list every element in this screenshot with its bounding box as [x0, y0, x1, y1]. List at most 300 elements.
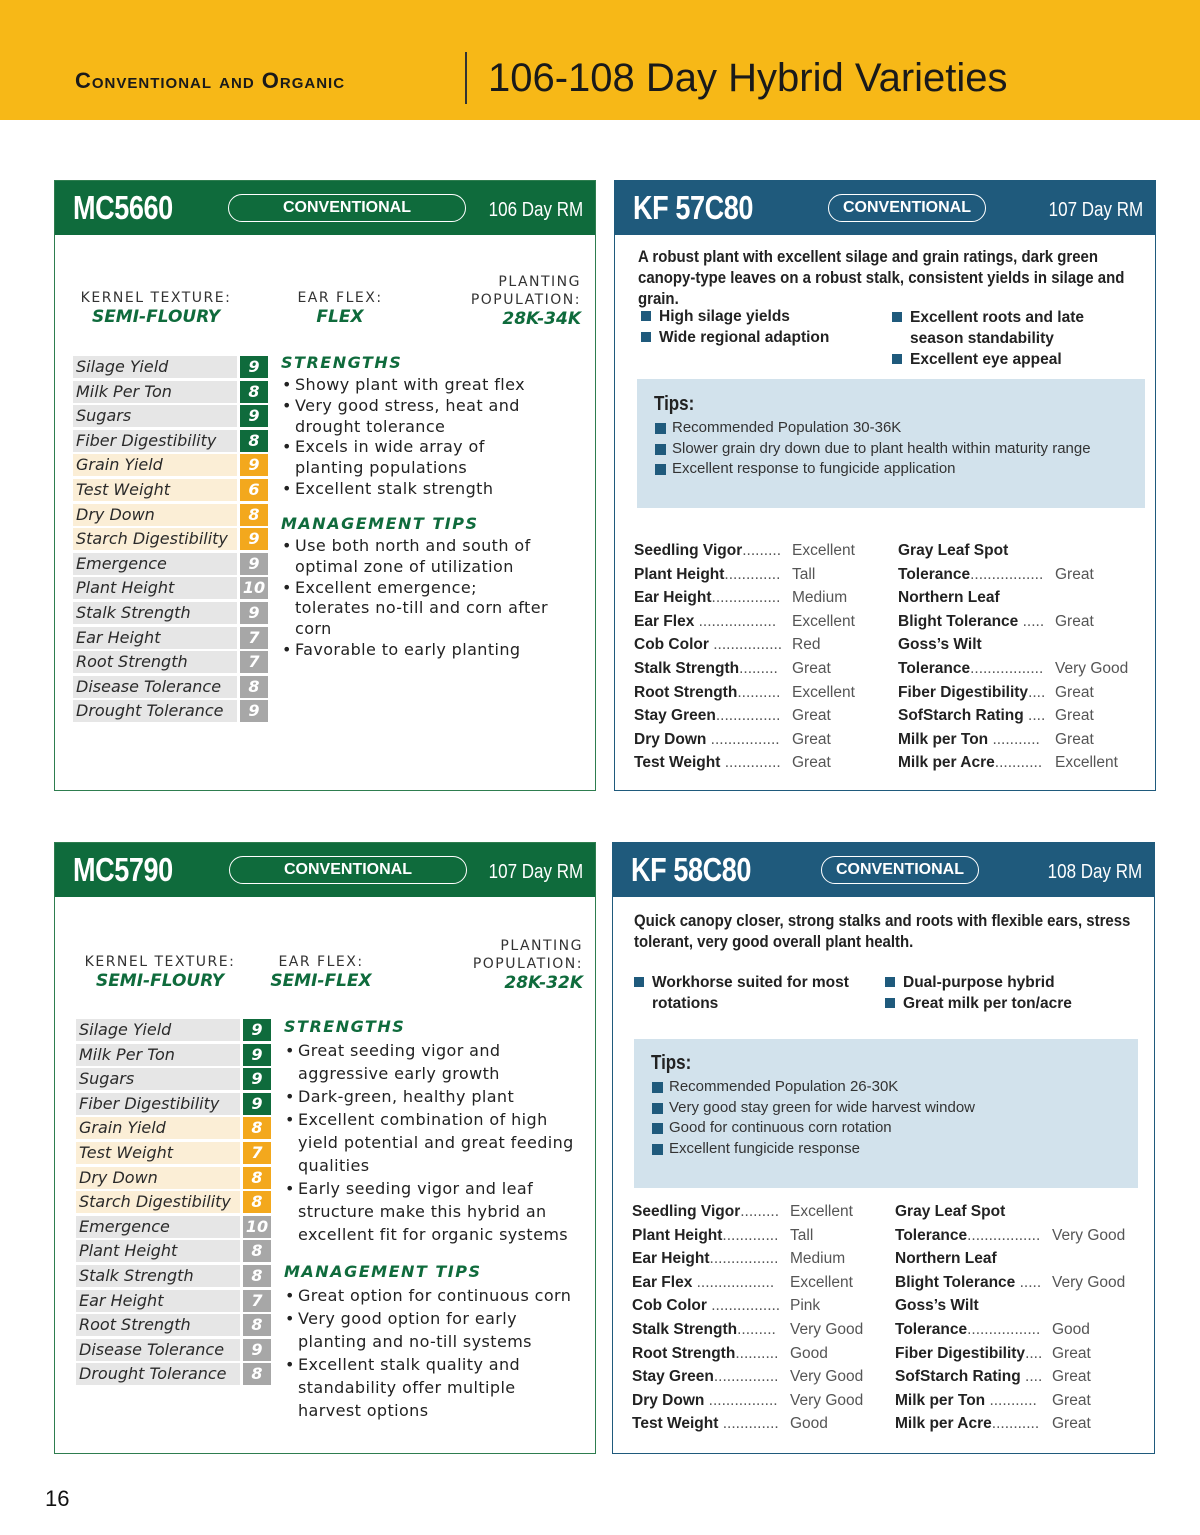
- leader-dots: ..........: [737, 683, 781, 701]
- characteristic-name: Ear Flex: [632, 1273, 693, 1291]
- characteristic-name: Stalk Strength: [632, 1320, 738, 1338]
- characteristic-name: Ear Height: [634, 589, 712, 607]
- management-tips-heading: MANAGEMENT TIPS: [284, 1262, 482, 1281]
- characteristic-name: Stalk Strength: [634, 659, 740, 677]
- rating-label: Plant Height: [76, 1240, 240, 1262]
- leader-dots: ................: [706, 730, 780, 748]
- characteristic-row: [895, 1342, 1145, 1366]
- relative-maturity: 106 Day RM: [488, 199, 583, 221]
- characteristic-row: [634, 539, 864, 563]
- leader-dots: ....: [1023, 707, 1046, 725]
- hybrid-card-kf58c80: [612, 842, 1155, 1454]
- rating-row: [73, 576, 269, 601]
- rating-row: [76, 1067, 272, 1092]
- rating-label: Grain Yield: [76, 1117, 240, 1139]
- rating-label: Test Weight: [76, 1142, 240, 1164]
- type-badge: CONVENTIONAL: [229, 856, 467, 884]
- header-divider: [465, 52, 467, 104]
- rating-score: 9: [240, 602, 268, 624]
- kernel-texture-value: SEMI-FLOURY: [95, 971, 225, 991]
- rating-row: [76, 1043, 272, 1068]
- page-title: 106-108 Day Hybrid Varieties: [488, 56, 1008, 100]
- top-banner: [0, 0, 1200, 120]
- characteristic-value: Red: [792, 636, 821, 654]
- rating-row: [73, 699, 269, 724]
- type-badge: CONVENTIONAL: [828, 194, 986, 222]
- characteristic-row: [632, 1412, 862, 1436]
- hybrid-card-mc5660: [54, 180, 596, 791]
- strengths-heading: STRENGTHS: [281, 353, 403, 372]
- characteristic-name: Goss’s Wilt: [898, 636, 982, 654]
- rating-score: 7: [243, 1142, 271, 1164]
- rating-label: Drought Tolerance: [76, 1363, 240, 1385]
- characteristic-row: [898, 728, 1148, 752]
- characteristic-value: Great: [1055, 707, 1094, 725]
- rating-score: 8: [243, 1265, 271, 1287]
- strengths-list: [284, 1039, 592, 1246]
- rating-label: Disease Tolerance: [73, 676, 237, 698]
- rating-row: [76, 1141, 272, 1166]
- rating-label: Root Strength: [73, 651, 237, 673]
- characteristic-name: Seedling Vigor: [634, 542, 743, 559]
- characteristic-row: [634, 610, 864, 634]
- rating-row: [76, 1092, 272, 1117]
- hybrid-name: KF 58C80: [631, 851, 752, 888]
- characteristic-value: Excellent: [790, 1203, 853, 1220]
- characteristic-name: Tolerance: [895, 1320, 968, 1338]
- management-tip-item: • Great option for continuous corn: [284, 1284, 584, 1307]
- rating-score: 8: [243, 1191, 271, 1213]
- ratings-list: [73, 355, 269, 724]
- feature-bullet: [890, 307, 1084, 349]
- characteristic-name: Root Strength: [632, 1344, 736, 1362]
- management-tip-item: • Favorable to early planting: [281, 640, 549, 661]
- rating-score: 8: [243, 1363, 271, 1385]
- rating-row: [76, 1362, 272, 1387]
- characteristic-name: Milk per Ton: [898, 730, 989, 748]
- leader-dots: .................: [967, 1226, 1041, 1244]
- strengths-heading: STRENGTHS: [284, 1017, 406, 1036]
- leader-dots: ................: [711, 589, 781, 607]
- ear-flex-value: SEMI-FLEX: [270, 971, 372, 991]
- planting-population: [471, 273, 581, 329]
- rating-label: Dry Down: [76, 1167, 240, 1189]
- characteristic-value: Very Good: [1055, 659, 1129, 677]
- characteristic-name: Goss’s Wilt: [895, 1297, 979, 1315]
- characteristic-value: Very Good: [790, 1368, 864, 1386]
- relative-maturity: 108 Day RM: [1047, 861, 1142, 883]
- characteristic-value: Good: [790, 1415, 828, 1433]
- rating-row: [73, 355, 269, 380]
- management-tips-list: [284, 1284, 592, 1422]
- characteristic-row: [634, 633, 864, 657]
- characteristic-value: Great: [792, 659, 831, 677]
- rating-label: Fiber Digestibility: [73, 430, 237, 452]
- ratings-list: [76, 1018, 272, 1387]
- kernel-texture: [79, 953, 241, 991]
- feature-bullet: [883, 972, 1072, 993]
- characteristic-value: Medium: [790, 1250, 846, 1268]
- leader-dots: ..................: [692, 1273, 775, 1291]
- feature-bullet-line: Great milk per ton/acre: [903, 995, 1072, 1012]
- feature-bullet: [890, 349, 1084, 370]
- tips-heading: Tips:: [654, 393, 695, 415]
- rating-score: 8: [240, 381, 268, 403]
- tip-item: Recommended Population 30-36K: [654, 418, 1128, 439]
- rating-label: Sugars: [76, 1068, 240, 1090]
- feature-bullet: [632, 972, 849, 1014]
- rating-score: 8: [243, 1117, 271, 1139]
- characteristic-name: Gray Leaf Spot: [895, 1203, 1006, 1220]
- strength-item: • Dark-green, healthy plant: [284, 1085, 584, 1108]
- characteristic-value: Very Good: [790, 1320, 864, 1338]
- rating-row: [73, 527, 269, 552]
- rating-row: [76, 1166, 272, 1191]
- management-tip-item: • Very good option for early planting and no-till systems: [284, 1307, 584, 1353]
- leader-dots: ...........: [991, 1415, 1040, 1433]
- characteristics-right: [898, 539, 1148, 775]
- characteristic-row: [895, 1318, 1145, 1342]
- characteristics-left: [634, 539, 864, 775]
- characteristic-value: Tall: [790, 1226, 814, 1244]
- rating-score: 9: [243, 1019, 271, 1041]
- tips-box: [634, 1039, 1138, 1188]
- characteristic-row: [632, 1271, 862, 1295]
- leader-dots: ................: [704, 1391, 778, 1409]
- ear-flex-value: FLEX: [316, 307, 364, 327]
- characteristic-name: Northern Leaf: [898, 589, 1000, 607]
- rating-label: Emergence: [73, 553, 237, 575]
- characteristic-value: Great: [1052, 1344, 1091, 1362]
- tip-item: Excellent fungicide response: [651, 1139, 1121, 1160]
- leader-dots: ..................: [694, 612, 777, 630]
- rating-label: Ear Height: [76, 1290, 240, 1312]
- strengths-section: [284, 1017, 592, 1246]
- rating-score: 8: [240, 504, 268, 526]
- characteristic-name: Tolerance: [895, 1226, 968, 1244]
- strength-item: • Showy plant with great flex: [281, 375, 549, 396]
- characteristic-row: [632, 1247, 862, 1271]
- rating-label: Starch Digestibility: [73, 528, 237, 550]
- rating-label: Sugars: [73, 405, 237, 427]
- characteristic-name: Tolerance: [898, 659, 971, 677]
- card-header: [613, 843, 1154, 897]
- characteristic-value: Great: [792, 754, 831, 772]
- kernel-texture-label: KERNEL TEXTURE:: [80, 290, 232, 306]
- tip-item: Recommended Population 26-30K: [651, 1077, 1121, 1098]
- rating-score: 8: [243, 1167, 271, 1189]
- characteristic-name: Fiber Digestibility: [895, 1344, 1026, 1362]
- rating-label: Test Weight: [73, 479, 237, 501]
- feature-bullets-left: [639, 306, 829, 348]
- characteristic-row: [632, 1342, 862, 1366]
- rating-score: 9: [240, 454, 268, 476]
- ear-flex-label: EAR FLEX:: [297, 290, 383, 306]
- characteristic-value: Excellent: [1055, 754, 1118, 772]
- characteristic-row: [895, 1412, 1145, 1436]
- characteristic-row: [898, 681, 1148, 705]
- characteristic-row: [898, 751, 1148, 775]
- characteristic-name: Cob Color: [634, 636, 709, 654]
- characteristic-row: [634, 681, 864, 705]
- type-badge: CONVENTIONAL: [821, 856, 979, 884]
- leader-dots: .............: [720, 754, 781, 772]
- rating-label: Plant Height: [73, 577, 237, 599]
- rating-label: Silage Yield: [73, 356, 237, 378]
- leader-dots: .........: [739, 659, 778, 677]
- feature-bullet-line: Excellent roots and late: [910, 309, 1084, 326]
- leader-dots: .........: [740, 1203, 780, 1220]
- characteristic-name: Cob Color: [632, 1297, 707, 1315]
- management-tip-item: • Excellent stalk quality and standability offer multiple harvest options: [284, 1353, 584, 1422]
- description-line: canopy-type leaves on a robust stalk, consistent yields in silage and grain.: [638, 268, 1125, 308]
- characteristic-name: Ear Flex: [634, 612, 695, 630]
- rating-label: Milk Per Ton: [76, 1044, 240, 1066]
- rating-row: [73, 380, 269, 405]
- planting-population: [473, 937, 583, 993]
- card-header: [55, 843, 595, 897]
- rating-score: 9: [240, 356, 268, 378]
- rating-label: Fiber Digestibility: [76, 1093, 240, 1115]
- leader-dots: .........: [742, 542, 782, 559]
- characteristic-name: Dry Down: [632, 1391, 705, 1409]
- characteristic-name: Northern Leaf: [895, 1250, 997, 1268]
- population-value: 28K-32K: [504, 973, 583, 993]
- leader-dots: ..........: [735, 1344, 779, 1362]
- management-tip-item: • Use both north and south of optimal zone of utilization: [281, 536, 549, 578]
- characteristic-value: Excellent: [790, 1273, 853, 1291]
- management-tips-section: [281, 514, 581, 661]
- hybrid-card-mc5790: [54, 842, 596, 1454]
- characteristic-value: Excellent: [792, 542, 855, 559]
- type-badge: CONVENTIONAL: [228, 194, 466, 222]
- strength-item: • Great seeding vigor and aggressive early growth: [284, 1039, 584, 1085]
- characteristics-left: [632, 1200, 862, 1436]
- characteristic-value: Great: [1052, 1391, 1091, 1409]
- description: [634, 910, 1144, 952]
- rating-score: 9: [240, 405, 268, 427]
- characteristic-name: Blight Tolerance: [895, 1273, 1016, 1291]
- characteristic-row: [895, 1389, 1145, 1413]
- rating-score: 9: [243, 1093, 271, 1115]
- characteristic-name: Milk per Acre: [895, 1415, 992, 1433]
- rating-row: [76, 1289, 272, 1314]
- characteristic-value: Excellent: [792, 612, 855, 630]
- characteristic-row: [632, 1200, 862, 1224]
- leader-dots: .............: [718, 1415, 779, 1433]
- characteristic-name: Stay Green: [632, 1368, 714, 1386]
- description: [638, 246, 1148, 309]
- rating-row: [76, 1190, 272, 1215]
- rating-row: [76, 1313, 272, 1338]
- tip-item: Good for continuous corn rotation: [651, 1118, 1121, 1139]
- strength-item: • Early seeding vigor and leaf structure make this hybrid an excellent fit for organic systems: [284, 1177, 584, 1246]
- rating-row: [76, 1338, 272, 1363]
- characteristic-value: Good: [1052, 1320, 1090, 1338]
- characteristic-row: [898, 610, 1148, 634]
- rating-row: [73, 552, 269, 577]
- rating-row: [76, 1018, 272, 1043]
- feature-bullets-right: [890, 307, 1084, 370]
- population-label-1: PLANTING: [498, 274, 581, 290]
- card-header: [55, 181, 595, 235]
- leader-dots: .................: [967, 1320, 1041, 1338]
- characteristic-value: Good: [790, 1344, 828, 1362]
- rating-score: 10: [243, 1216, 271, 1238]
- characteristic-value: Great: [1055, 730, 1094, 748]
- rating-score: 9: [243, 1044, 271, 1066]
- management-tips-list: [281, 536, 581, 661]
- relative-maturity: 107 Day RM: [1048, 199, 1143, 221]
- characteristic-row: [898, 586, 1148, 610]
- characteristic-row: [898, 539, 1148, 563]
- rating-label: Disease Tolerance: [76, 1339, 240, 1361]
- characteristic-row: [895, 1365, 1145, 1389]
- characteristic-value: Great: [1052, 1368, 1091, 1386]
- tips-list: [654, 418, 1128, 480]
- leader-dots: ................: [706, 1297, 781, 1315]
- population-value: 28K-34K: [502, 309, 581, 329]
- relative-maturity: 107 Day RM: [488, 861, 583, 883]
- leader-dots: .................: [970, 565, 1044, 583]
- rating-label: Ear Height: [73, 627, 237, 649]
- characteristic-row: [898, 633, 1148, 657]
- characteristic-row: [632, 1389, 862, 1413]
- characteristic-row: [898, 704, 1148, 728]
- ear-flex: [267, 953, 375, 991]
- feature-bullet-line: rotations: [652, 995, 719, 1012]
- leader-dots: ...............: [715, 707, 781, 725]
- rating-label: Starch Digestibility: [76, 1191, 240, 1213]
- ear-flex-label: EAR FLEX:: [278, 954, 364, 970]
- feature-bullet: Wide regional adaption: [639, 327, 829, 348]
- characteristic-name: Test Weight: [634, 754, 721, 772]
- rating-score: 8: [243, 1314, 271, 1336]
- characteristic-value: Very Good: [1052, 1226, 1126, 1244]
- characteristic-name: Root Strength: [634, 683, 738, 701]
- characteristic-row: [634, 586, 864, 610]
- characteristic-value: Great: [792, 730, 831, 748]
- rating-label: Grain Yield: [73, 454, 237, 476]
- category-label: Conventional and Organic: [75, 68, 346, 93]
- leader-dots: ....: [1028, 683, 1046, 701]
- tips-box: [637, 379, 1145, 508]
- feature-bullets-left: [632, 972, 849, 1014]
- strength-item: • Excellent combination of high yield potential and great feeding qualities: [284, 1108, 584, 1177]
- characteristic-row: [632, 1365, 862, 1389]
- characteristic-row: [632, 1294, 862, 1318]
- rating-label: Milk Per Ton: [73, 381, 237, 403]
- tips-heading: Tips:: [651, 1052, 692, 1074]
- rating-score: 8: [243, 1240, 271, 1262]
- characteristic-value: Very Good: [1052, 1273, 1126, 1291]
- population-label-2: POPULATION:: [470, 292, 581, 308]
- rating-score: 9: [240, 553, 268, 575]
- tip-item: Slower grain dry down due to plant health within maturity range: [654, 439, 1128, 460]
- ear-flex: [277, 289, 403, 327]
- population-label-1: PLANTING: [500, 938, 583, 954]
- rating-label: Silage Yield: [76, 1019, 240, 1041]
- rating-label: Drought Tolerance: [73, 700, 237, 722]
- kernel-texture-label: KERNEL TEXTURE:: [84, 954, 236, 970]
- kernel-texture: [75, 289, 237, 327]
- rating-row: [73, 478, 269, 503]
- rating-label: Root Strength: [76, 1314, 240, 1336]
- leader-dots: ....: [1020, 1368, 1043, 1386]
- hybrid-name: KF 57C80: [633, 189, 754, 226]
- characteristic-row: [895, 1224, 1145, 1248]
- characteristic-row: [898, 563, 1148, 587]
- characteristic-name: Tolerance: [898, 565, 971, 583]
- management-tips-heading: MANAGEMENT TIPS: [281, 514, 479, 533]
- characteristic-value: Pink: [790, 1297, 821, 1315]
- characteristic-value: Great: [1055, 612, 1094, 630]
- characteristic-row: [634, 657, 864, 681]
- hybrid-card-kf57c80: [614, 180, 1156, 791]
- rating-score: 6: [240, 479, 268, 501]
- feature-bullet: High silage yields: [639, 306, 829, 327]
- rating-label: Stalk Strength: [73, 602, 237, 624]
- characteristic-name: Dry Down: [634, 730, 707, 748]
- tips-list: [651, 1077, 1121, 1159]
- rating-score: 10: [240, 577, 268, 599]
- characteristic-row: [634, 751, 864, 775]
- rating-label: Emergence: [76, 1216, 240, 1238]
- rating-score: 8: [240, 430, 268, 452]
- rating-score: 9: [243, 1339, 271, 1361]
- characteristic-row: [898, 657, 1148, 681]
- description-line: tolerant, very good overall plant health.: [634, 932, 914, 951]
- characteristic-name: Seedling Vigor: [632, 1203, 741, 1220]
- feature-bullets-right: [883, 972, 1072, 1014]
- leader-dots: ....: [1025, 1344, 1043, 1362]
- tip-item: Very good stay green for wide harvest window: [651, 1098, 1121, 1119]
- rating-score: 9: [240, 700, 268, 722]
- characteristic-row: [632, 1318, 862, 1342]
- characteristic-name: SofStarch Rating: [898, 707, 1024, 725]
- rating-score: 9: [240, 528, 268, 550]
- rating-score: 7: [240, 627, 268, 649]
- characteristic-value: Great: [1055, 565, 1094, 583]
- rating-row: [73, 453, 269, 478]
- kernel-texture-value: SEMI-FLOURY: [91, 307, 221, 327]
- strengths-section: [281, 353, 581, 500]
- description-line: A robust plant with excellent silage and grain ratings, dark green: [638, 247, 1098, 266]
- characteristic-name: Ear Height: [632, 1250, 710, 1268]
- leader-dots: .........: [737, 1320, 776, 1338]
- characteristic-name: Test Weight: [632, 1415, 719, 1433]
- leader-dots: .............: [724, 565, 781, 583]
- characteristic-value: Great: [792, 707, 831, 725]
- characteristic-row: [632, 1224, 862, 1248]
- leader-dots: .............: [722, 1226, 779, 1244]
- characteristic-name: Blight Tolerance: [898, 612, 1019, 630]
- rating-row: [73, 404, 269, 429]
- rating-label: Stalk Strength: [76, 1265, 240, 1287]
- feature-bullet-line: Dual-purpose hybrid: [903, 974, 1055, 991]
- characteristic-value: Medium: [792, 589, 848, 607]
- characteristic-name: Fiber Digestibility: [898, 683, 1029, 701]
- hybrid-name: MC5790: [73, 851, 173, 888]
- characteristic-row: [634, 563, 864, 587]
- leader-dots: .....: [1018, 612, 1045, 630]
- leader-dots: ...........: [988, 730, 1040, 748]
- description-line: Quick canopy closer, strong stalks and roots with flexible ears, stress: [634, 911, 1131, 930]
- characteristic-value: Very Good: [790, 1391, 864, 1409]
- rating-row: [73, 429, 269, 454]
- strength-item: • Very good stress, heat and drought tolerance: [281, 396, 549, 438]
- characteristic-value: Excellent: [792, 683, 855, 701]
